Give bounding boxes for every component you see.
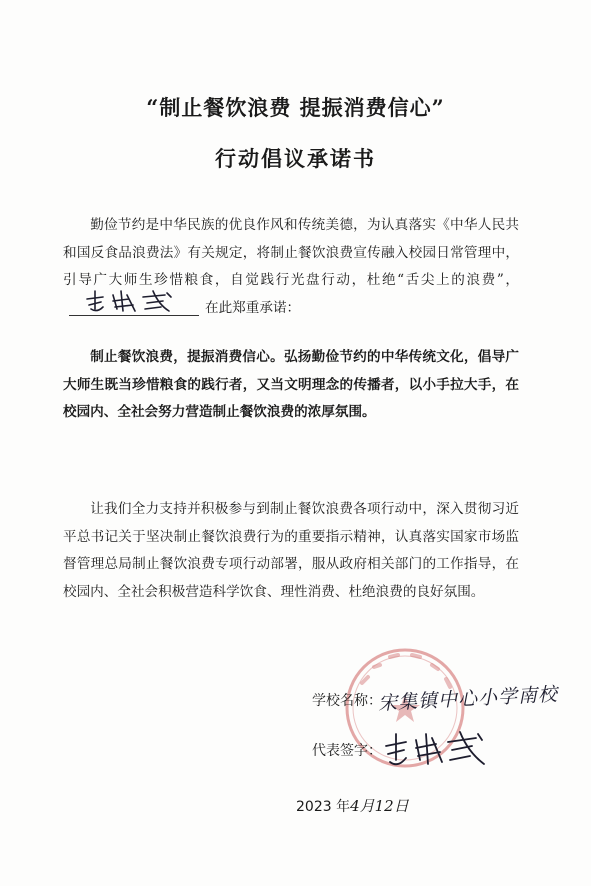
paragraph-2: 制止餐饮浪费，提振消费信心。弘扬勤俭节约的中华传统文化，倡导广大师生既当珍惜粮食的践行者，又当文明理念的传播者，以小手拉大手，在校园内、全社会努力营造制止餐饮浪费的浓厚氛围。 (63, 349, 519, 420)
signature-inline (69, 295, 199, 316)
representative-signature-label: 代表签字： (312, 743, 382, 759)
title-line-1: “制止餐饮浪费 提振消费信心” (146, 95, 445, 120)
paragraph-1-text: 勤俭节约是中华民族的优良作风和传统美德，为认真落实《中华人民共和国反食品浪费法》有关规定，将制止餐饮浪费宣传融入校园日常管理中，引导广大师生珍惜粮食，自觉践行光盘行动，杜绝“舌尖上的浪费”， (63, 217, 519, 288)
paragraph-3: 让我们全力支持并积极参与到制止餐饮浪费各项行动中，深入贯彻习近平总书记关于坚决制止餐饮浪费行为的重要指示精神，认真落实国家市场监督管理总局制止餐饮浪费专项行动部署，服从政府相关部门的工作指导，在校园内、全社会积极营造科学饮食、理性消费、杜绝浪费的良好氛围。 (63, 501, 519, 600)
title-line-2: 行动倡议承诺书 (215, 146, 376, 171)
paragraph-1 (63, 212, 519, 322)
representative-signature-icon (382, 728, 492, 772)
school-name-handwritten: 宋集镇中心小学南校 (377, 683, 559, 715)
paragraph-1-tail: 在此郑重承诺： (205, 299, 301, 316)
date-year: 2023 年 (296, 799, 351, 815)
date (296, 795, 409, 816)
date-handwritten: 4月12日 (350, 797, 409, 815)
school-name-label: 学校名称： (312, 693, 382, 709)
handwritten-signature-icon (83, 287, 193, 315)
